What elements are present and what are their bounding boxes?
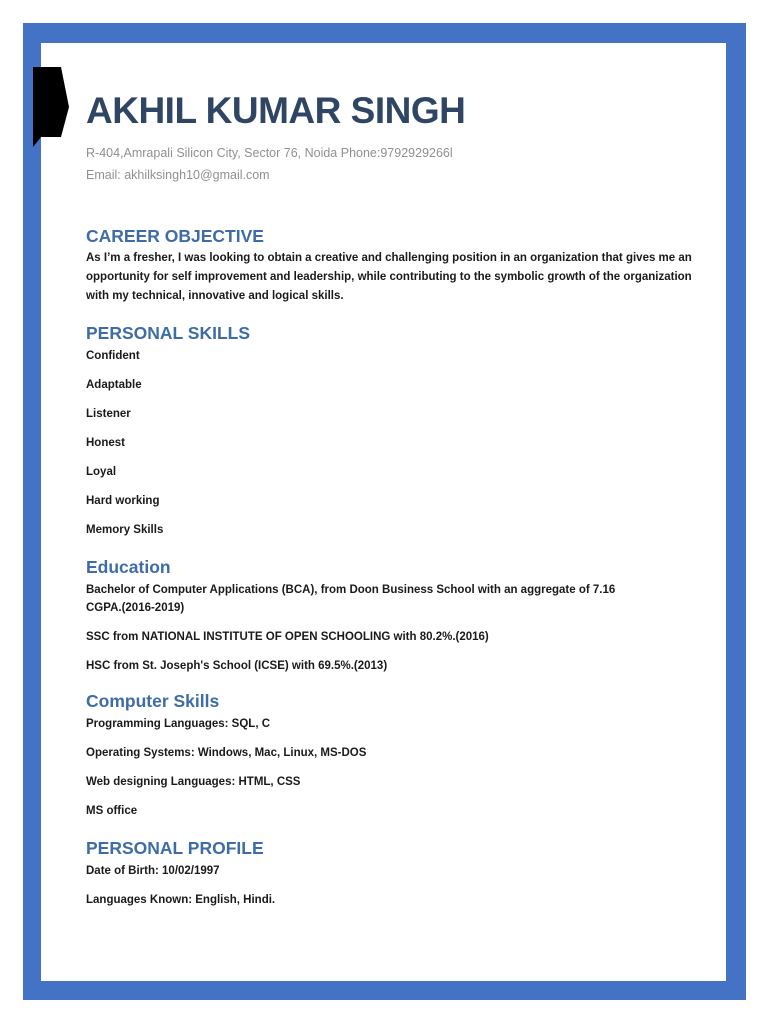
personal-profile-heading: PERSONAL PROFILE [86, 838, 264, 858]
profile-item: Date of Birth: 10/02/1997 [86, 865, 220, 877]
skill-item: Honest [86, 437, 125, 449]
education-list [86, 581, 696, 675]
personal-skills-heading: PERSONAL SKILLS [86, 323, 251, 343]
candidate-name: AKHIL KUMAR SINGH [86, 90, 466, 131]
computer-skills-list [86, 715, 696, 820]
skill-item: Listener [86, 408, 131, 420]
skill-item: Hard working [86, 495, 160, 507]
career-objective-text: As I’m a fresher, I was looking to obtain a creative and challenging position in an organization that gives me an opportunity for self improvement and leadership, while contributing to the symbolic growth of the organization with my technical, innovative and logical skills. [86, 252, 692, 302]
education-heading: Education [86, 557, 171, 577]
skill-item: Loyal [86, 466, 117, 478]
email-line: Email: akhilksingh10@gmail.com [86, 168, 270, 182]
header-tab-shape [33, 67, 69, 147]
computer-skill-item: Programming Languages: SQL, C [86, 718, 271, 730]
skill-item: Adaptable [86, 379, 142, 391]
computer-skill-item: MS office [86, 805, 138, 817]
skill-item: Confident [86, 350, 140, 362]
resume-content [86, 88, 696, 909]
education-item: SSC from NATIONAL INSTITUTE OF OPEN SCHOOLING with 80.2%.(2016) [86, 631, 489, 643]
education-item: Bachelor of Computer Applications (BCA), from Doon Business School with an aggregate of 7.16 CGPA.(2016-2019) [86, 584, 616, 614]
address-phone-line: R-404,Amrapali Silicon City, Sector 76, Noida Phone:9792929266l [86, 146, 453, 160]
education-item: HSC from St. Joseph's School (ICSE) with 69.5%.(2013) [86, 660, 388, 672]
computer-skills-heading: Computer Skills [86, 691, 220, 711]
personal-skills-list [86, 347, 696, 539]
skill-item: Memory Skills [86, 524, 164, 536]
computer-skill-item: Web designing Languages: HTML, CSS [86, 776, 301, 788]
career-objective-heading: CAREER OBJECTIVE [86, 226, 264, 246]
personal-profile-list [86, 862, 696, 909]
profile-item: Languages Known: English, Hindi. [86, 894, 276, 906]
computer-skill-item: Operating Systems: Windows, Mac, Linux, MS-DOS [86, 747, 367, 759]
